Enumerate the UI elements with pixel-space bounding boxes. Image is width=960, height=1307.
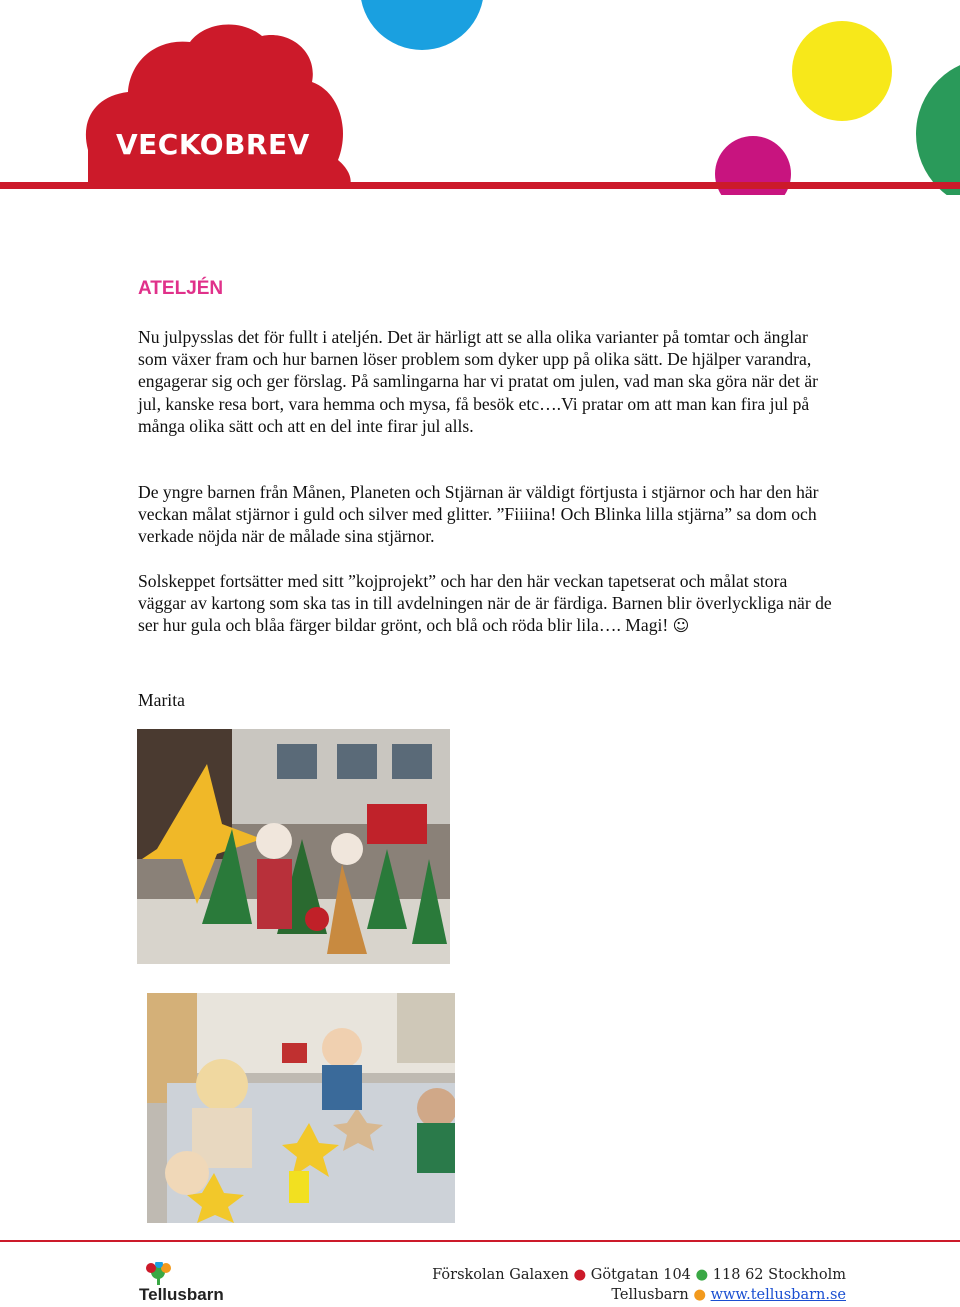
yellow-circle <box>792 21 892 121</box>
header-decoration <box>0 0 960 195</box>
green-circle <box>916 58 960 195</box>
paragraph-3-text: Solskeppet fortsätter med sitt ”kojprojekt” och har den här veckan tapetserat och målat stora väggar av kartong som ska tas in till avdelningen när de är färdiga. Barnen blir överlyckliga när de ser hur gula och blåa färger bildar grönt, och blå och röda blir lila…. Magi! <box>138 571 832 636</box>
signature: Marita <box>138 690 185 710</box>
footer-address <box>432 1265 846 1305</box>
blue-circle <box>360 0 484 50</box>
photo-christmas-crafts <box>137 729 450 964</box>
paragraph-1: Nu julpysslas det för fullt i ateljén. Det är härligt att se alla olika varianter på tomtar och änglar som växer fram och hur barnen löser problem som dyker upp på olika sätt. De hjälper varandra, engagerar sig och ger förslag. På samlingarna har vi pratat om julen, vad man ska göra när det är jul, kanske resa bort, vara hemma och mysa, få besök etc….Vi pratar om att man kan fira jul på många olika sätt och att en del inte firar jul alls. <box>138 327 819 436</box>
footer-separator: ● <box>693 1287 706 1303</box>
footer-website-link[interactable]: www.tellusbarn.se <box>710 1287 846 1303</box>
header-rule <box>0 182 960 189</box>
footer-line-1 <box>432 1265 846 1285</box>
section-heading: ATELJÉN <box>138 278 224 299</box>
smiley-icon: ☺ <box>672 616 690 636</box>
footer-org-name: Tellusbarn <box>611 1287 689 1303</box>
paragraph-2: De yngre barnen från Månen, Planeten och Stjärnan är väldigt förtjusta i stjärnor och har den här veckan målat stjärnor i guld och silver med glitter. ”Fiiiina! Och Blinka lilla stjärna” sa dom och verkade nöjda när de målade sina stjärnor. <box>138 482 819 547</box>
footer-separator: ● <box>695 1267 709 1283</box>
footer-city: 118 62 Stockholm <box>712 1267 846 1283</box>
footer-school: Förskolan Galaxen <box>432 1267 569 1283</box>
footer-rule <box>0 1240 960 1242</box>
footer-street: Götgatan 104 <box>590 1267 691 1283</box>
paragraph-3 <box>138 570 838 638</box>
header-title: VECKOBREV <box>116 128 310 161</box>
footer-separator: ● <box>573 1267 587 1283</box>
logo-text: Tellusbarn <box>139 1285 224 1304</box>
footer-line-2 <box>432 1285 846 1305</box>
photo-children-painting-stars <box>147 993 455 1223</box>
